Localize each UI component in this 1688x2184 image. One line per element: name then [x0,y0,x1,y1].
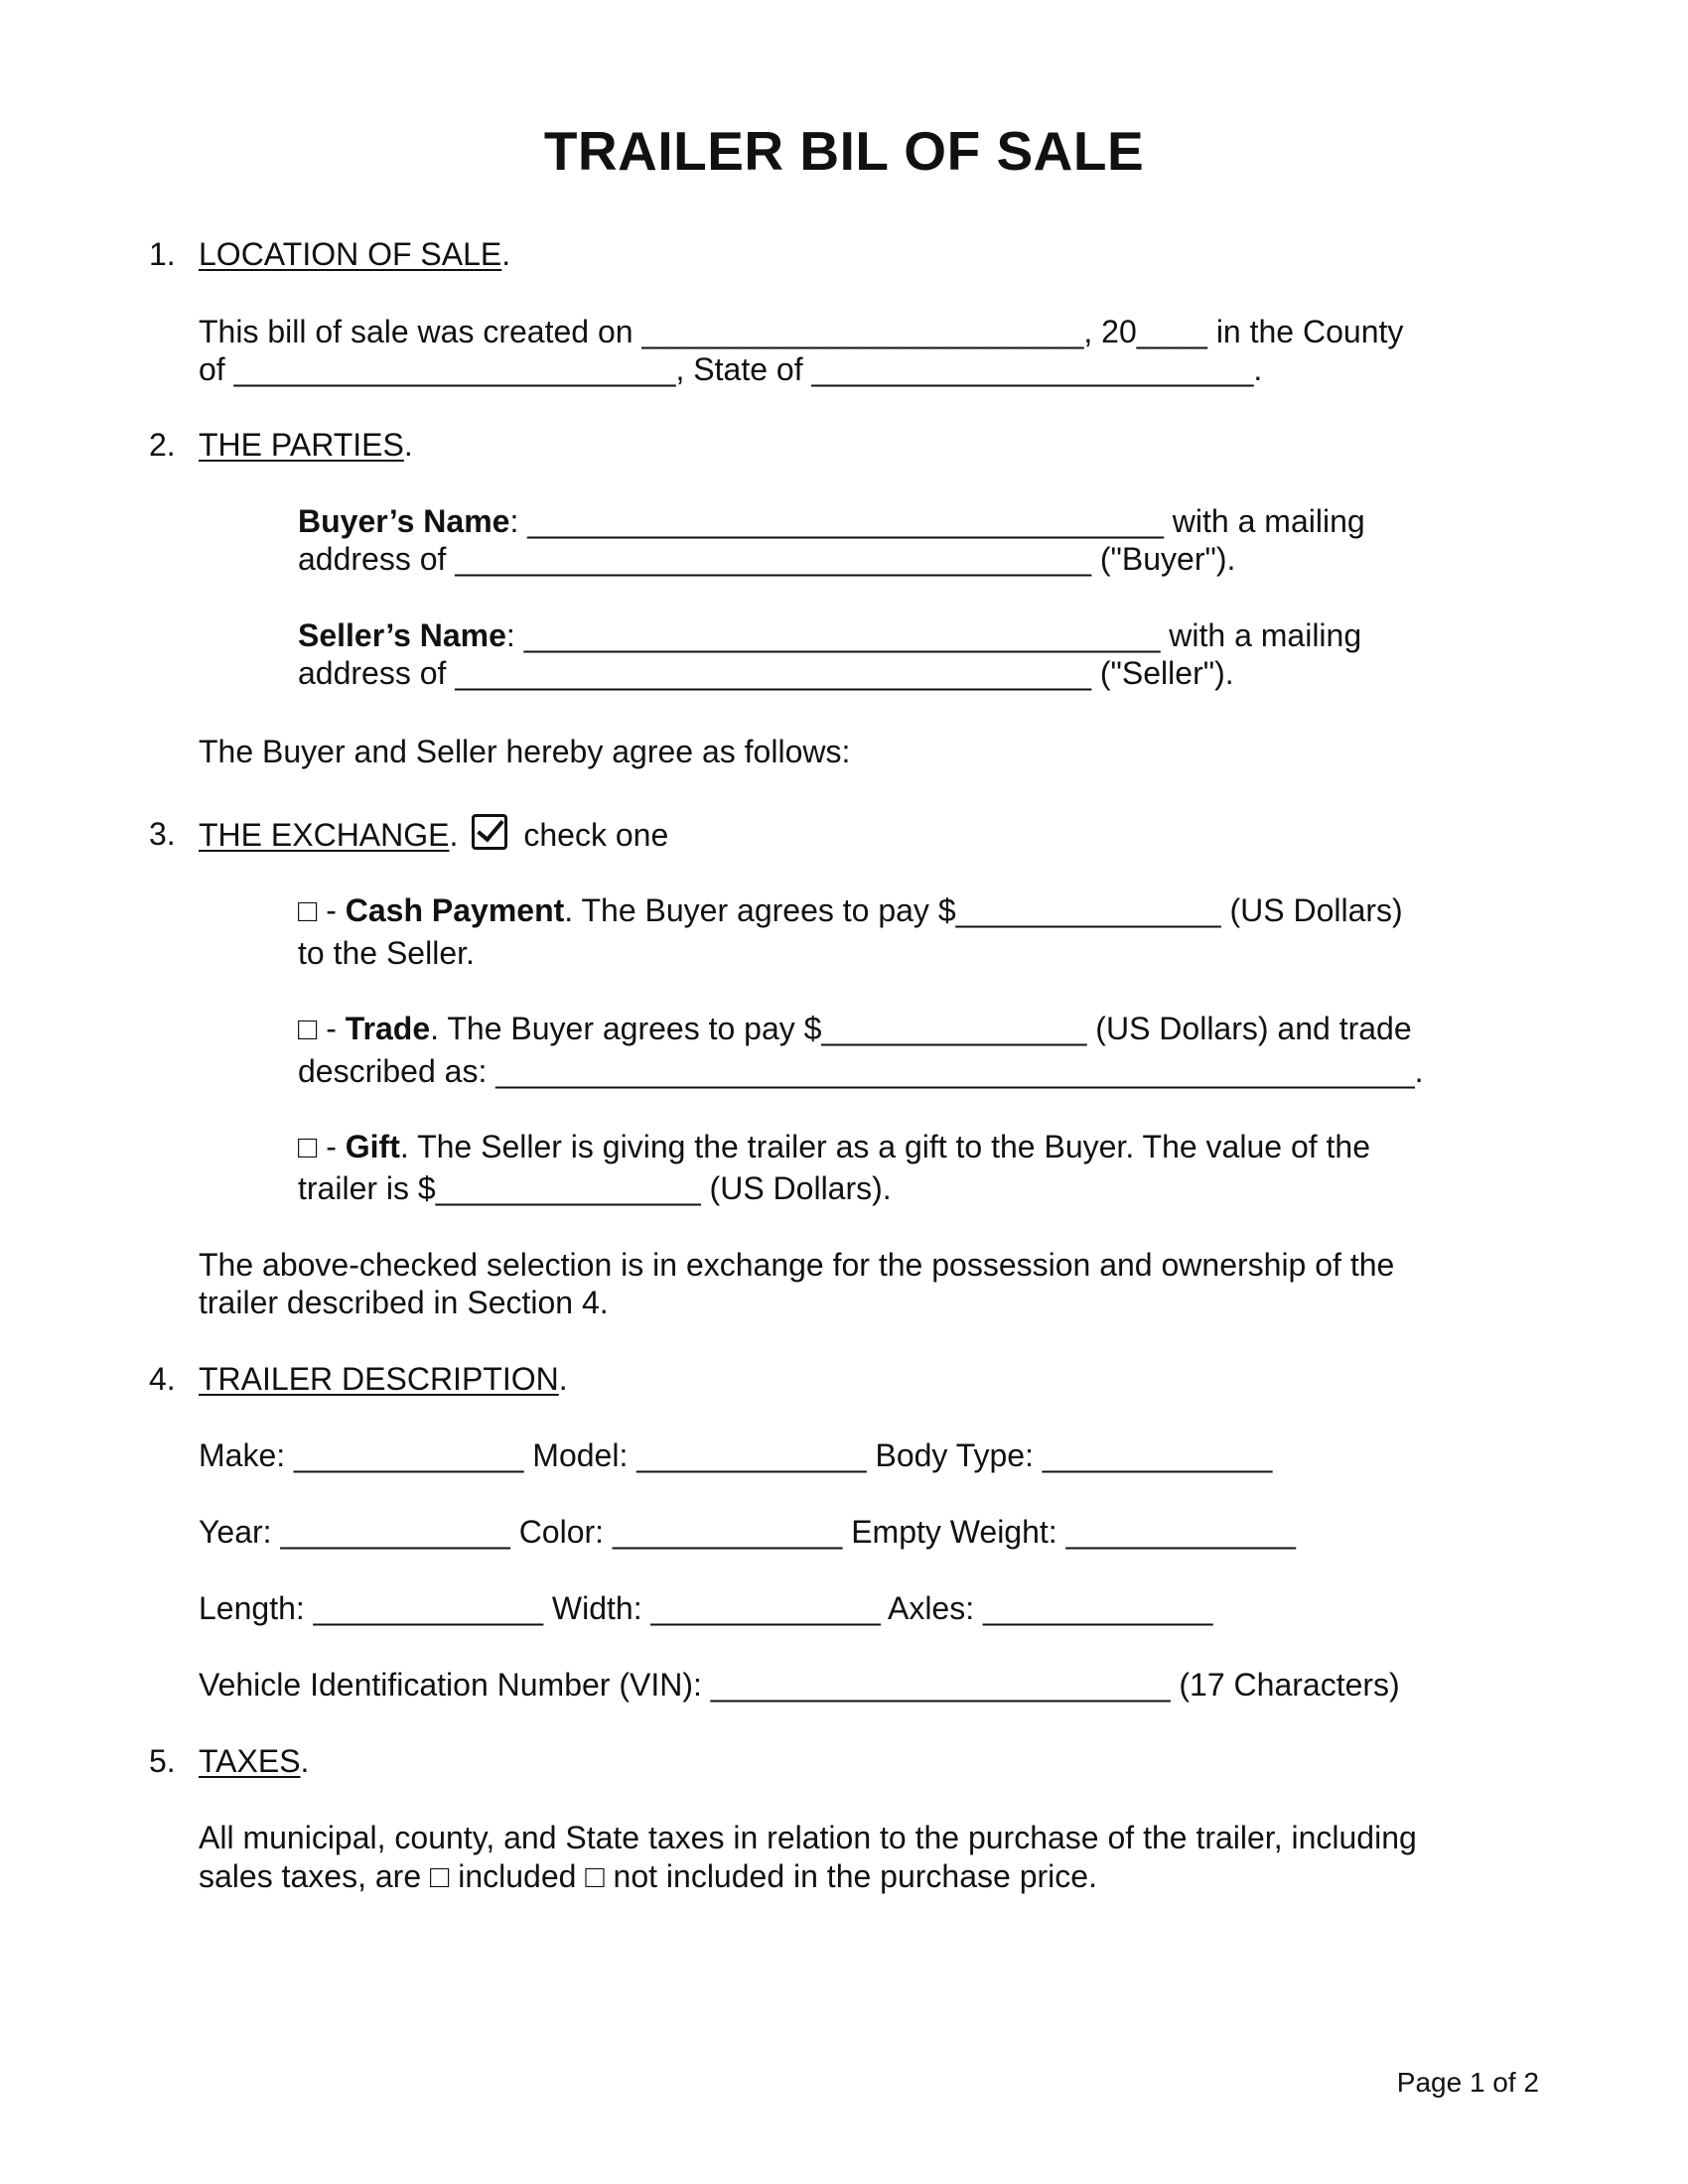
section-2-number: 2. [149,427,176,463]
cash-payment-checkbox[interactable]: □ - [298,892,346,928]
location-line-1: This bill of sale was created on _________________________, 20____ in the County [199,314,1404,349]
section-4-heading: TRAILER DESCRIPTION. [199,1361,568,1397]
checkbox-checked-icon [472,814,507,850]
seller-name-label: Seller’s Name [298,617,506,653]
section-1-heading: LOCATION OF SALE. [199,236,511,272]
trade-label: Trade [345,1011,431,1046]
section-2-heading-text: THE PARTIES [199,427,404,463]
gift-text: . The Seller is giving the trailer as a gift to the Buyer. The value of the [399,1129,1370,1164]
trade-option [298,1009,1412,1048]
page-number: Page 1 of 2 [1396,2067,1539,2098]
section-1-number: 1. [149,236,176,272]
section-2-heading: THE PARTIES. [199,427,413,463]
section-3-heading-text: THE EXCHANGE [199,817,450,853]
cash-payment-line-2: to the Seller. [298,935,475,971]
buyer-name-label: Buyer’s Name [298,503,510,539]
buyer-name-line [298,501,1365,541]
location-line-2: of _________________________, State of _________________________. [199,351,1263,387]
gift-label: Gift [345,1129,400,1164]
exchange-summary-line-2: trailer described in Section 4. [199,1285,609,1320]
section-3-heading: THE EXCHANGE. check one [199,814,668,855]
year-color-weight-row: Year: _____________ Color: _____________ Empty Weight: _____________ [199,1514,1296,1550]
title-text: TRAILER BIL OF SALE [543,120,1145,182]
make-model-bodytype-row: Make: _____________ Model: _____________ Body Type: _____________ [199,1437,1273,1473]
trade-line-2: described as: ____________________________________________________. [298,1053,1424,1089]
buyer-name-field: : ____________________________________ with a mailing [509,503,1365,539]
cash-payment-text: . The Buyer agrees to pay $_______________ (US Dollars) [564,892,1403,928]
vin-row: Vehicle Identification Number (VIN): __________________________ (17 Characters) [199,1667,1400,1703]
seller-address-line: address of ____________________________________ ("Seller"). [298,655,1234,691]
exchange-summary-line-1: The above-checked selection is in exchange for the possession and ownership of the [199,1247,1395,1283]
taxes-line-2: sales taxes, are □ included □ not included in the purchase price. [199,1858,1097,1894]
length-width-axles-row: Length: _____________ Width: _____________ Axles: _____________ [199,1590,1213,1626]
section-5-heading: TAXES. [199,1743,310,1779]
seller-name-line [298,615,1361,655]
section-4-heading-text: TRAILER DESCRIPTION [199,1361,559,1397]
section-1-heading-text: LOCATION OF SALE [199,236,502,272]
seller-name-field: : ____________________________________ with a mailing [505,617,1362,653]
agreement-statement: The Buyer and Seller hereby agree as follows: [199,734,851,769]
document-title [0,116,1688,186]
trade-text: . The Buyer agrees to pay $_______________ (US Dollars) and trade [430,1011,1412,1046]
section-5-number: 5. [149,1743,176,1779]
cash-payment-label: Cash Payment [345,892,565,928]
gift-checkbox[interactable]: □ - [298,1129,346,1164]
section-5-heading-text: TAXES [199,1743,301,1779]
cash-payment-option [298,890,1403,930]
trade-checkbox[interactable]: □ - [298,1011,346,1046]
taxes-line-1: All municipal, county, and State taxes in relation to the purchase of the trailer, including [199,1820,1417,1855]
section-4-number: 4. [149,1361,176,1397]
section-3-number: 3. [149,816,176,852]
buyer-address-line: address of ____________________________________ ("Buyer"). [298,541,1236,577]
check-one-label: check one [523,817,669,853]
gift-line-2: trailer is $_______________ (US Dollars). [298,1170,892,1206]
gift-option [298,1127,1370,1166]
